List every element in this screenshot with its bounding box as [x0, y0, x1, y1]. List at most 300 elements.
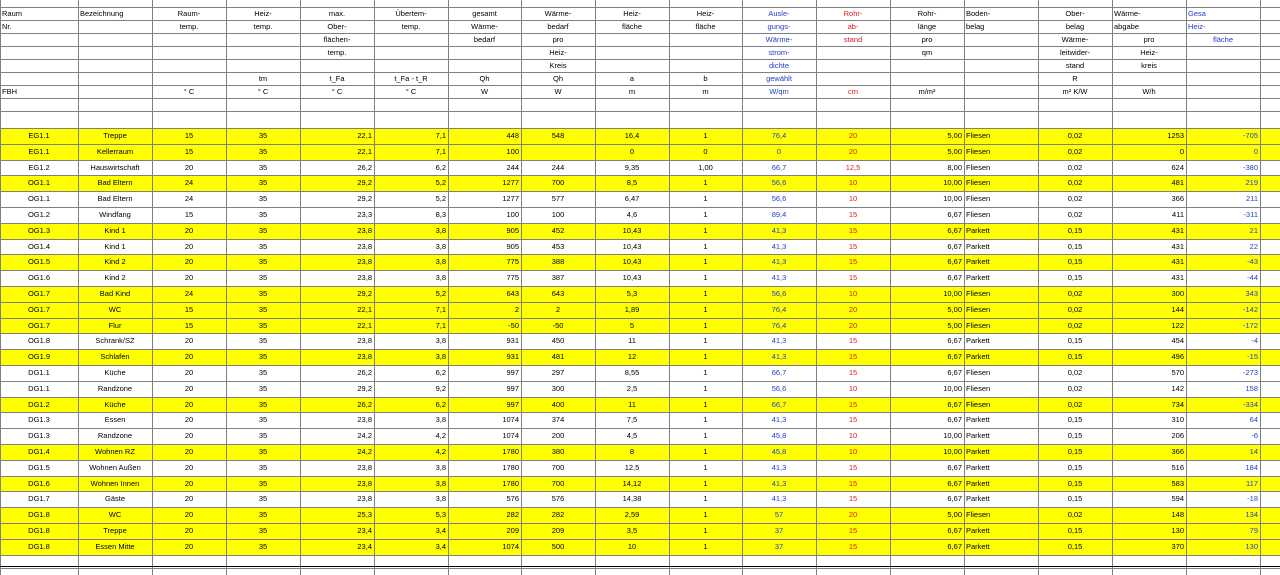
table-cell[interactable]: 453 [551, 241, 565, 251]
table-cell[interactable]: 1074 [502, 415, 519, 425]
table-cell[interactable]: 158 [1245, 383, 1258, 393]
table-cell[interactable]: WC [108, 304, 122, 314]
table-cell[interactable]: 15 [848, 462, 858, 472]
table-cell[interactable]: 0,15 [1067, 431, 1083, 441]
table-cell[interactable]: 35 [258, 210, 268, 219]
table-cell[interactable]: 10,00 [943, 194, 962, 204]
table-cell[interactable]: 20 [184, 431, 194, 441]
table-cell[interactable]: 15 [848, 541, 858, 551]
table-cell[interactable]: 15 [848, 399, 858, 409]
table-cell[interactable]: 0 [703, 146, 708, 156]
table-cell[interactable]: -44 [1247, 273, 1258, 283]
table-cell[interactable]: 10 [627, 541, 637, 551]
table-cell[interactable]: 35 [258, 352, 268, 362]
table-cell[interactable]: 4,2 [435, 447, 446, 456]
header-row[interactable] [0, 59, 1280, 72]
table-cell[interactable]: 15 [184, 210, 194, 219]
table-cell[interactable]: 0,02 [1067, 178, 1083, 188]
table-cell[interactable]: 20 [184, 162, 194, 172]
table-cell[interactable]: Fliesen [966, 368, 991, 377]
table-cell[interactable]: 10 [848, 178, 858, 188]
table-cell[interactable]: 26,2 [357, 399, 372, 409]
table-cell[interactable]: Parkett [966, 541, 990, 551]
table-cell[interactable]: 20 [184, 541, 194, 551]
table-cell[interactable]: 594 [1171, 494, 1184, 504]
table-cell[interactable]: 35 [258, 541, 268, 551]
table-cell[interactable]: 29,2 [357, 383, 372, 393]
table-cell[interactable]: 41,3 [771, 273, 787, 283]
table-cell[interactable]: Randzone [97, 383, 133, 393]
table-cell[interactable]: 23,8 [357, 336, 372, 346]
table-cell[interactable]: 0,15 [1067, 273, 1083, 283]
table-cell[interactable]: 66,7 [771, 162, 787, 172]
table-cell[interactable]: 6,67 [947, 526, 962, 535]
table-cell[interactable]: 6,67 [947, 494, 962, 504]
table-cell[interactable]: 6,47 [624, 194, 640, 204]
table-cell[interactable]: 6,67 [947, 273, 962, 283]
table-cell[interactable]: 7,1 [435, 320, 446, 330]
table-cell[interactable]: 56,6 [771, 178, 787, 188]
table-cell[interactable]: 14,38 [622, 494, 642, 504]
table-cell[interactable]: 366 [1171, 447, 1184, 456]
table-cell[interactable]: Küche [104, 368, 126, 377]
table-cell[interactable]: 23,4 [357, 541, 372, 551]
table-cell[interactable]: 10,43 [622, 225, 642, 235]
table-cell[interactable]: Wohnen Außen [89, 462, 141, 472]
table-cell[interactable]: 0,15 [1067, 462, 1083, 472]
table-cell[interactable]: OG1.2 [27, 210, 51, 219]
table-cell[interactable]: 4,2 [435, 431, 446, 441]
table-cell[interactable]: 16,4 [624, 131, 640, 140]
table-cell[interactable]: 219 [1245, 178, 1258, 188]
table-cell[interactable]: 343 [1245, 289, 1258, 298]
table-cell[interactable]: 20 [184, 352, 194, 362]
table-cell[interactable]: 1 [703, 494, 708, 504]
table-cell[interactable]: Wohnen RZ [95, 447, 135, 456]
table-cell[interactable]: 5,00 [947, 304, 962, 314]
table-cell[interactable]: Kind 1 [104, 241, 126, 251]
table-cell[interactable]: 1 [703, 431, 708, 441]
table-cell[interactable]: 431 [1171, 257, 1184, 267]
table-cell[interactable]: -6 [1251, 431, 1258, 441]
table-cell[interactable]: 0 [629, 146, 635, 156]
table-cell[interactable]: DG1.2 [28, 399, 50, 409]
table-cell[interactable]: 6,67 [947, 478, 962, 488]
table-cell[interactable]: 1 [703, 131, 708, 140]
table-cell[interactable]: 35 [258, 257, 268, 267]
table-cell[interactable]: 5,00 [947, 510, 962, 520]
table-cell[interactable]: 15 [184, 320, 194, 330]
table-cell[interactable]: 1 [703, 273, 708, 283]
table-cell[interactable]: 3,8 [435, 494, 446, 504]
table-cell[interactable]: 700 [551, 178, 565, 188]
table-cell[interactable]: 775 [506, 257, 519, 267]
table-cell[interactable]: 41,3 [771, 352, 787, 362]
table-cell[interactable]: 35 [258, 447, 268, 456]
table-cell[interactable]: 130 [1171, 526, 1184, 535]
table-cell[interactable]: 0,15 [1067, 494, 1083, 504]
table-cell[interactable]: 11 [628, 399, 636, 409]
table-cell[interactable]: 12,5 [845, 162, 861, 172]
table-cell[interactable]: EG1.1 [28, 131, 50, 140]
table-cell[interactable]: 496 [1171, 352, 1184, 362]
table-cell[interactable]: 1 [703, 225, 708, 235]
table-cell[interactable]: 26,2 [357, 368, 372, 377]
table-cell[interactable]: 583 [1171, 478, 1184, 488]
table-cell[interactable]: EG1.1 [28, 146, 50, 156]
table-cell[interactable]: 21 [1249, 225, 1258, 235]
table-cell[interactable]: 23,8 [357, 352, 372, 362]
table-cell[interactable]: 0,02 [1067, 289, 1083, 298]
table-cell[interactable]: 4,6 [626, 210, 638, 219]
table-cell[interactable]: Hauswirtschaft [90, 162, 140, 172]
table-cell[interactable]: WC [108, 510, 122, 520]
table-cell[interactable]: 20 [184, 415, 194, 425]
table-cell[interactable]: 0,02 [1067, 399, 1083, 409]
table-cell[interactable]: 450 [551, 336, 565, 346]
table-cell[interactable]: Kellerraum [96, 146, 134, 156]
table-cell[interactable]: 56,6 [771, 194, 787, 204]
table-cell[interactable]: 1 [703, 320, 708, 330]
table-cell[interactable]: -15 [1247, 352, 1258, 362]
table-cell[interactable]: 22,1 [357, 131, 372, 140]
table-cell[interactable]: 6,67 [947, 257, 962, 267]
table-cell[interactable]: 6,67 [947, 336, 962, 346]
table-cell[interactable]: OG1.9 [27, 352, 51, 362]
table-cell[interactable]: 20 [184, 399, 194, 409]
table-cell[interactable]: 1 [703, 178, 708, 188]
table-cell[interactable]: 15 [184, 304, 194, 314]
table-cell[interactable]: 1074 [502, 541, 519, 551]
table-cell[interactable]: 24,2 [357, 447, 372, 456]
table-cell[interactable]: Parkett [966, 415, 990, 425]
table-cell[interactable]: 23,8 [357, 273, 372, 283]
table-cell[interactable]: 29,2 [357, 289, 372, 298]
table-cell[interactable]: 1277 [502, 178, 519, 188]
table-cell[interactable]: 20 [848, 320, 858, 330]
table-cell[interactable]: Parkett [966, 241, 990, 251]
table-cell[interactable]: 244 [551, 162, 565, 172]
table-cell[interactable]: 23,8 [357, 415, 372, 425]
table-cell[interactable]: 5 [629, 320, 635, 330]
table-cell[interactable]: 7,1 [435, 304, 446, 314]
table-cell[interactable]: 41,3 [771, 415, 787, 425]
table-cell[interactable]: 5,3 [435, 510, 446, 520]
table-cell[interactable]: 41,3 [771, 494, 787, 504]
table-cell[interactable]: 35 [258, 336, 268, 346]
table-cell[interactable]: 1 [703, 241, 708, 251]
table-cell[interactable]: 5,2 [435, 289, 446, 298]
table-cell[interactable]: Schrank/SZ [95, 336, 135, 346]
table-cell[interactable]: Bad Eltern [97, 194, 133, 204]
table-cell[interactable]: 5,00 [947, 146, 962, 156]
table-cell[interactable]: 22,1 [357, 320, 372, 330]
table-cell[interactable]: 1 [703, 257, 708, 267]
table-cell[interactable]: 1074 [502, 431, 519, 441]
table-cell[interactable]: Parkett [966, 225, 990, 235]
table-cell[interactable]: 0,02 [1067, 368, 1083, 377]
table-cell[interactable]: 1253 [1167, 131, 1184, 140]
table-cell[interactable]: -142 [1242, 304, 1258, 314]
table-cell[interactable]: 22 [1249, 241, 1258, 251]
table-cell[interactable]: -50 [508, 320, 519, 330]
table-cell[interactable]: 500 [551, 541, 565, 551]
table-cell[interactable]: 20 [184, 526, 194, 535]
table-cell[interactable]: 6,67 [947, 241, 962, 251]
table-cell[interactable]: 380 [551, 447, 565, 456]
table-cell[interactable]: 448 [506, 131, 519, 140]
table-cell[interactable]: 130 [1245, 541, 1258, 551]
table-cell[interactable]: 905 [506, 241, 519, 251]
table-cell[interactable]: 643 [506, 289, 519, 298]
table-cell[interactable]: 570 [1171, 368, 1184, 377]
table-cell[interactable]: 66,7 [771, 368, 787, 377]
table-cell[interactable]: Essen [104, 415, 126, 425]
table-cell[interactable]: 25,3 [357, 510, 372, 520]
table-cell[interactable]: 9,2 [435, 383, 446, 393]
table-cell[interactable]: 100 [551, 210, 565, 219]
table-cell[interactable]: 388 [551, 257, 565, 267]
table-cell[interactable]: 7,5 [626, 415, 638, 425]
table-cell[interactable]: 6,67 [947, 462, 962, 472]
table-cell[interactable]: DG1.8 [28, 541, 50, 551]
table-cell[interactable]: 1 [703, 289, 708, 298]
table-cell[interactable]: 1 [703, 304, 708, 314]
table-cell[interactable]: 41,3 [771, 225, 787, 235]
table-cell[interactable]: -380 [1242, 162, 1258, 172]
table-cell[interactable]: OG1.4 [27, 241, 51, 251]
table-cell[interactable]: 35 [258, 399, 268, 409]
table-cell[interactable]: Kind 2 [104, 257, 126, 267]
table-cell[interactable]: 1780 [502, 478, 519, 488]
table-cell[interactable]: 35 [258, 162, 268, 172]
table-cell[interactable]: 35 [258, 241, 268, 251]
table-cell[interactable]: 411 [1172, 210, 1184, 219]
table-cell[interactable]: 10,43 [622, 241, 642, 251]
table-cell[interactable]: 20 [184, 241, 194, 251]
table-cell[interactable]: 35 [258, 478, 268, 488]
table-cell[interactable]: 700 [551, 478, 565, 488]
table-cell[interactable]: 23,8 [357, 478, 372, 488]
table-cell[interactable]: 1780 [502, 462, 519, 472]
table-cell[interactable]: 45,8 [771, 447, 787, 456]
table-cell[interactable]: 20 [848, 131, 858, 140]
table-cell[interactable]: 20 [848, 304, 858, 314]
header-row[interactable] [0, 85, 1280, 98]
table-cell[interactable]: 14 [1249, 447, 1258, 456]
table-cell[interactable]: 1 [703, 415, 708, 425]
table-cell[interactable]: 624 [1171, 162, 1184, 172]
table-cell[interactable]: 5,2 [435, 194, 446, 204]
table-cell[interactable]: 56,6 [771, 289, 787, 298]
table-cell[interactable]: 35 [258, 368, 268, 377]
table-cell[interactable]: 10,43 [622, 257, 642, 267]
table-cell[interactable]: 66,7 [771, 399, 787, 409]
table-cell[interactable]: DG1.7 [28, 494, 50, 504]
table-cell[interactable]: 15 [848, 494, 858, 504]
table-cell[interactable]: 24 [184, 194, 194, 204]
table-cell[interactable]: 387 [551, 273, 565, 283]
table-cell[interactable]: 35 [258, 146, 268, 156]
table-cell[interactable]: 20 [184, 383, 194, 393]
table-cell[interactable]: 3,8 [435, 336, 446, 346]
table-cell[interactable]: Essen Mitte [95, 541, 135, 551]
table-cell[interactable]: Kind 1 [104, 225, 126, 235]
table-cell[interactable]: 300 [1171, 289, 1184, 298]
table-cell[interactable]: 41,3 [771, 462, 787, 472]
table-cell[interactable]: 20 [184, 462, 194, 472]
table-cell[interactable]: 0,15 [1067, 415, 1083, 425]
table-cell[interactable]: 370 [1171, 541, 1184, 551]
table-cell[interactable]: 576 [506, 494, 519, 504]
table-cell[interactable]: 20 [184, 225, 194, 235]
table-cell[interactable]: Fliesen [966, 510, 991, 520]
table-cell[interactable]: 20 [184, 494, 194, 504]
header-row[interactable] [0, 7, 1280, 20]
table-cell[interactable]: 6,67 [947, 368, 962, 377]
table-cell[interactable]: 3,8 [435, 241, 446, 251]
table-cell[interactable]: 15 [848, 257, 858, 267]
table-cell[interactable]: 0,15 [1067, 336, 1083, 346]
table-cell[interactable]: Fliesen [966, 146, 991, 156]
table-cell[interactable]: 12 [627, 352, 637, 362]
table-cell[interactable]: Parkett [966, 257, 990, 267]
table-cell[interactable]: 15 [848, 336, 858, 346]
table-cell[interactable]: DG1.4 [28, 447, 50, 456]
table-cell[interactable]: 2 [514, 304, 519, 314]
table-cell[interactable]: 0,15 [1067, 352, 1083, 362]
table-cell[interactable]: 142 [1171, 383, 1184, 393]
table-cell[interactable]: 0,15 [1067, 241, 1083, 251]
table-cell[interactable]: 1 [703, 352, 708, 362]
table-cell[interactable]: Parkett [966, 336, 990, 346]
table-cell[interactable]: 64 [1249, 415, 1258, 425]
table-cell[interactable]: DG1.3 [28, 431, 50, 441]
table-cell[interactable]: Parkett [966, 526, 990, 535]
table-cell[interactable]: 0,02 [1067, 304, 1083, 314]
table-cell[interactable]: 0,02 [1067, 210, 1083, 219]
table-cell[interactable]: 26,2 [357, 162, 372, 172]
table-cell[interactable]: 23,8 [357, 462, 372, 472]
table-cell[interactable]: DG1.1 [28, 383, 50, 393]
table-cell[interactable]: 10,43 [622, 273, 642, 283]
table-cell[interactable]: Fliesen [966, 162, 991, 172]
table-cell[interactable]: Küche [104, 399, 126, 409]
table-cell[interactable]: Kind 2 [104, 273, 126, 283]
table-cell[interactable]: 0,15 [1067, 257, 1083, 267]
table-cell[interactable]: 23,8 [357, 241, 372, 251]
table-cell[interactable]: 1 [703, 462, 708, 472]
table-cell[interactable]: Fliesen [966, 289, 991, 298]
table-cell[interactable]: 23,4 [357, 526, 372, 535]
table-cell[interactable]: OG1.7 [27, 289, 51, 298]
table-cell[interactable]: 35 [258, 273, 268, 283]
table-cell[interactable]: 23,8 [357, 257, 372, 267]
table-cell[interactable]: 15 [848, 526, 858, 535]
table-cell[interactable]: 0,02 [1067, 383, 1083, 393]
table-cell[interactable]: 576 [551, 494, 565, 504]
table-cell[interactable]: 366 [1171, 194, 1184, 204]
table-cell[interactable]: OG1.7 [27, 304, 51, 314]
table-cell[interactable]: 20 [184, 273, 194, 283]
table-cell[interactable]: 35 [258, 194, 268, 204]
table-cell[interactable]: 0,15 [1067, 225, 1083, 235]
header-row[interactable] [0, 20, 1280, 33]
table-cell[interactable]: 57 [774, 510, 784, 520]
table-cell[interactable]: 481 [551, 352, 565, 362]
table-cell[interactable]: 10,00 [943, 289, 962, 298]
table-cell[interactable]: 775 [506, 273, 519, 283]
table-cell[interactable]: 15 [848, 273, 858, 283]
table-cell[interactable]: 10 [848, 447, 858, 456]
table-cell[interactable]: 184 [1245, 462, 1258, 472]
table-cell[interactable]: 209 [551, 526, 565, 535]
table-cell[interactable]: 20 [184, 510, 194, 520]
table-cell[interactable]: 122 [1171, 320, 1184, 330]
table-cell[interactable]: 76,4 [771, 320, 787, 330]
table-cell[interactable]: 0,15 [1067, 526, 1083, 535]
table-cell[interactable]: 5,00 [947, 320, 962, 330]
table-cell[interactable]: 37 [774, 541, 784, 551]
table-cell[interactable]: 1 [703, 383, 708, 393]
table-cell[interactable]: 35 [258, 131, 268, 140]
table-cell[interactable]: DG1.8 [28, 526, 50, 535]
table-cell[interactable]: -273 [1242, 368, 1258, 377]
table-cell[interactable]: 297 [551, 368, 565, 377]
table-cell[interactable]: Fliesen [966, 320, 991, 330]
table-cell[interactable]: 431 [1171, 241, 1184, 251]
header-row[interactable] [0, 46, 1280, 59]
table-cell[interactable]: 0 [776, 146, 782, 156]
table-cell[interactable]: 1277 [502, 194, 519, 204]
table-cell[interactable]: 100 [506, 210, 519, 219]
table-cell[interactable]: 15 [848, 478, 858, 488]
table-cell[interactable]: 29,2 [357, 194, 372, 204]
table-cell[interactable]: 20 [184, 336, 194, 346]
table-cell[interactable]: 209 [506, 526, 519, 535]
table-cell[interactable]: Schlafen [100, 352, 130, 362]
table-cell[interactable]: Parkett [966, 352, 990, 362]
table-cell[interactable]: Treppe [103, 526, 127, 535]
table-cell[interactable]: 481 [1171, 178, 1184, 188]
table-cell[interactable]: 23,8 [357, 225, 372, 235]
table-cell[interactable]: Parkett [966, 462, 990, 472]
table-cell[interactable]: OG1.7 [27, 320, 51, 330]
table-cell[interactable]: 15 [184, 131, 194, 140]
table-cell[interactable]: DG1.3 [28, 415, 50, 425]
table-cell[interactable]: 7,1 [435, 146, 446, 156]
table-cell[interactable]: 3,8 [435, 352, 446, 362]
table-cell[interactable] [521, 144, 595, 160]
table-cell[interactable]: Bad Eltern [97, 178, 133, 188]
table-cell[interactable]: 9,35 [624, 162, 640, 172]
table-cell[interactable]: 0 [1179, 146, 1184, 156]
table-cell[interactable]: Fliesen [966, 194, 991, 204]
table-cell[interactable]: 454 [1171, 336, 1184, 346]
table-cell[interactable]: 0,15 [1067, 541, 1083, 551]
table-cell[interactable]: Parkett [966, 447, 990, 456]
table-cell[interactable]: 20 [184, 478, 194, 488]
table-cell[interactable]: 10,00 [943, 383, 962, 393]
table-cell[interactable]: -18 [1247, 494, 1258, 504]
table-cell[interactable]: OG1.8 [27, 336, 51, 346]
table-cell[interactable]: 8,00 [947, 162, 962, 172]
table-cell[interactable]: -172 [1242, 320, 1258, 330]
table-cell[interactable]: 7,1 [435, 131, 446, 140]
table-cell[interactable]: EG1.2 [28, 162, 50, 172]
table-cell[interactable]: 6,67 [947, 225, 962, 235]
table-cell[interactable]: 45,8 [771, 431, 787, 441]
